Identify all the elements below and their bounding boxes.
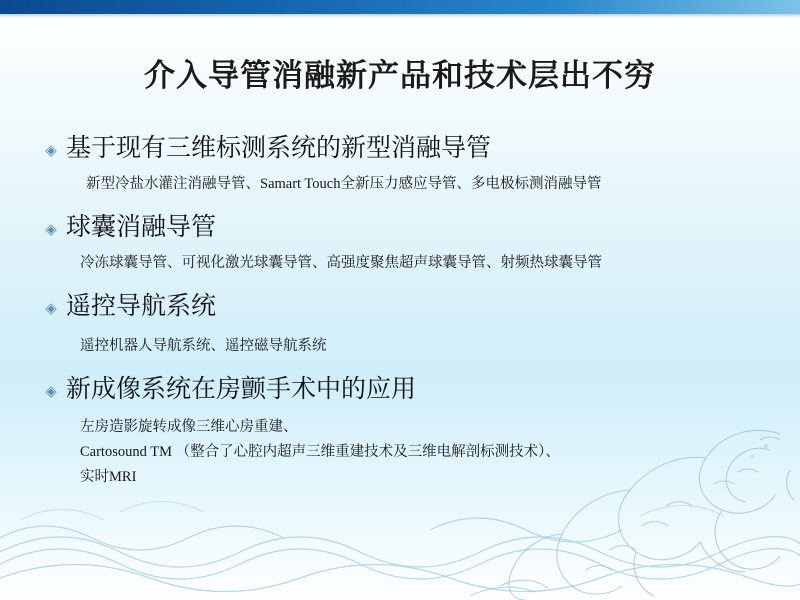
bullet-heading-1: 基于现有三维标测系统的新型消融导管 (66, 135, 492, 162)
subline: 遥控机器人导航系统、遥控磁导航系统 (80, 338, 327, 354)
bullet-heading-2: 球囊消融导管 (66, 214, 217, 241)
slide-title: 介入导管消融新产品和技术层出不穷 (144, 58, 656, 93)
subline: 新型冷盐水灌注消融导管、Samart Touch全新压力感应导管、多电极标测消融导管 (86, 176, 602, 192)
bullet-marker-icon: ◈ (45, 143, 57, 159)
bullet-row-2 (36, 211, 772, 247)
bullet-marker-icon: ◈ (45, 222, 57, 238)
slide-content (36, 132, 772, 504)
bullet-block-2 (36, 211, 772, 276)
bullet-block-3 (36, 290, 772, 359)
bullet-marker-icon: ◈ (45, 384, 57, 400)
bullet-row-4 (36, 373, 772, 409)
subline: 左房造影旋转成像三维心房重建、 (80, 419, 298, 435)
bullet-block-1 (36, 132, 772, 197)
bullet-sublines-4 (80, 415, 772, 490)
top-decorative-band (0, 0, 800, 14)
bullet-heading-3: 遥控导航系统 (66, 293, 217, 320)
bullet-heading-4: 新成像系统在房颤手术中的应用 (66, 376, 417, 403)
bullet-row-3 (36, 290, 772, 326)
bullet-block-4 (36, 373, 772, 490)
bullet-marker-icon: ◈ (45, 301, 57, 317)
bullet-row-1 (36, 132, 772, 168)
bullet-sublines-3 (80, 334, 772, 359)
top-band-shadow (0, 14, 800, 18)
bullet-sublines-1 (86, 172, 772, 197)
subline: Cartosound TM （整合了心腔内超声三维重建技术及三维电解剖标测技术）、 (80, 444, 560, 460)
subline: 冷冻球囊导管、可视化激光球囊导管、高强度聚焦超声球囊导管、射频热球囊导管 (80, 255, 602, 271)
bullet-sublines-2 (80, 251, 772, 276)
subline: 实时MRI (80, 469, 137, 485)
